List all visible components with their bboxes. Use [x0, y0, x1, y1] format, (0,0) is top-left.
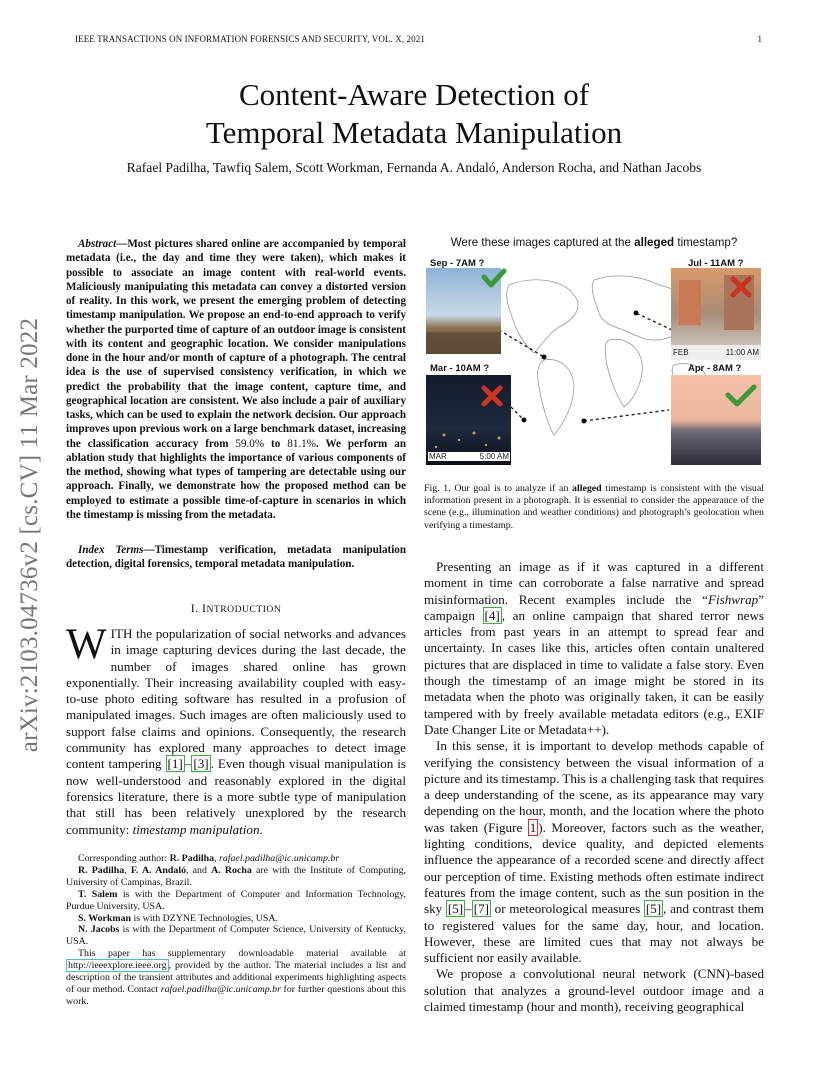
p1-a: Presenting an image as if it was captured in a different moment in time can corroborate a false narrative and spread misinformation. Recent examples include the “: [424, 559, 764, 607]
figure-caption: [424, 483, 764, 532]
fn-name: F. A. Andaló: [130, 864, 187, 876]
p2-c: or meteorological measures: [490, 901, 644, 917]
fn-text: is with DZYNE Technologies, USA.: [131, 912, 279, 924]
intro-end: .: [259, 821, 263, 837]
p1-b: ” campaign: [424, 591, 764, 623]
ref-link-5[interactable]: [5]: [447, 901, 464, 917]
p2-a: In this sense, it is important to develop methods capable of verifying the consistency between the visual information of a picture and its timestamp. This is a challenging task that requires a deep understanding of the scene, as its appearance may vary depending on the hour, month, and the location where the photo was taken (Figure: [424, 738, 764, 835]
photo-2-stamp: [673, 348, 759, 357]
figure-question-bold: alleged: [634, 236, 675, 249]
footnote-corresponding: [66, 853, 406, 865]
fn-email: rafael.padilha@ic.unicamp.br: [160, 983, 281, 995]
figure-question-a: Were these images captured at the: [450, 236, 635, 249]
section-heading: [66, 601, 406, 616]
fn-name: T. Salem: [78, 888, 118, 900]
title-line-1: Content-Aware Detection of: [238, 77, 590, 112]
ref-link-1[interactable]: [1]: [167, 756, 183, 772]
arxiv-stamp: arXiv:2103.04736v2 [cs.CV] 11 Mar 2022: [16, 317, 43, 753]
photo-label-4: Apr - 8AM ?: [688, 363, 742, 374]
fn-sep: ,: [124, 864, 131, 876]
fn-text: is with the Department of Computer Science, University of Kentucky, USA.: [66, 924, 406, 948]
photo-apr-8am: [671, 375, 761, 465]
ref-link-3[interactable]: [3]: [193, 756, 209, 772]
footnote-supplementary: [66, 948, 406, 1008]
fn-sep: , and: [186, 864, 212, 876]
stamp-month: MAR: [429, 452, 447, 461]
fn-name: S. Workman: [78, 912, 132, 924]
paragraph-3: We propose a convolutional neural network (CNN)-based solution that analyzes a ground-level outdoor image and a claimed timestamp (hour and month), receiving geographical: [424, 966, 764, 1015]
ieee-url-link[interactable]: http://ieeexplore.ieee.org: [68, 960, 167, 972]
footnote-dzyne: [66, 913, 406, 925]
fn-text: is with the Department of Computer and Information Technology, Purdue University, USA.: [66, 888, 406, 912]
figure-ref-link[interactable]: 1: [529, 819, 537, 835]
abstract: [66, 237, 406, 522]
index-terms: [66, 543, 406, 572]
fn-text: This paper has supplementary downloadable material available at: [78, 948, 406, 960]
photo-label-3: Mar - 10AM ?: [430, 363, 490, 374]
index-terms-label: Index Terms: [78, 544, 144, 556]
footnote-kentucky: [66, 924, 406, 948]
section-heading-rest: NTRODUCTION: [206, 604, 282, 615]
paragraph-2: [424, 738, 764, 966]
fn-name: R. Padilha: [169, 853, 215, 864]
paper-title: [0, 76, 828, 152]
ref-link-5b[interactable]: [5]: [645, 901, 662, 917]
footnotes: [66, 853, 406, 1008]
fn-name: N. Jacobs: [78, 924, 120, 936]
fn-email: rafael.padilha@ic.unicamp.br: [219, 853, 340, 864]
figure-question-b: timestamp?: [674, 236, 738, 249]
intro-emphasis: timestamp manipulation: [132, 821, 260, 837]
ref-link-4[interactable]: [4]: [484, 607, 500, 623]
caption-b: timestamp is consistent with the visual information present in a photograph. It is essential to consider the appearance of the scene (e.g., illumination and weather conditions) and photograph’s geolocation when verifying a timestamp.: [424, 483, 764, 531]
photo-3-stamp: [428, 452, 510, 461]
paragraph-1: [424, 559, 764, 738]
abstract-text-b: to: [264, 437, 288, 450]
fn-name: A. Rocha: [211, 864, 252, 876]
fn-text: , provided by the author. The material includes a list and description of the transient attributes and additional experiments highlighting aspects of our method. Contact: [66, 960, 406, 995]
fn-text: are with the Institute of Computing, University of Campinas, Brazil.: [66, 864, 407, 888]
ref-dash: –: [184, 756, 192, 772]
abstract-text-c: . We perform an ablation study that highlights the importance of various components of the method, showing what types of tampering are detectable using our approach. Finally, we demonstrate how the proposed method can be employed to estimate a possible time-of-capture in scenarios in which the timestamp is missing from the metadata.: [66, 437, 406, 521]
footnote-purdue: [66, 889, 406, 913]
fn-name: R. Padilha: [78, 864, 125, 876]
fn-sep: ,: [214, 853, 219, 864]
abstract-value-from: 59.0%: [235, 437, 265, 450]
footnote-unicamp: [66, 865, 406, 889]
p1-em: Fishwrap: [707, 591, 759, 607]
fn-text: Corresponding author:: [78, 853, 170, 864]
p1-c: , an online campaign that shared terror news articles from past years in an attempt to spread fear and uncertainty. In cases like this, articles often contain unaltered pictures that are displaced in time to validate a false story. Even though the timestamp of an image might be stored in its metadata when the photo was originally taken, it can be easily tampered with by freely available metadata editors (e.g., EXIF Date Changer Lite or Metadata++).: [424, 607, 765, 737]
ref-link-7[interactable]: [7]: [473, 901, 489, 917]
photo-label-2: Jul - 11AM ?: [688, 258, 744, 269]
fn-text: for further questions about this work.: [66, 983, 406, 1007]
caption-bold: alleged: [572, 483, 602, 494]
page-number: 1: [757, 34, 762, 44]
intro-paragraph: [66, 621, 406, 838]
intro-text-a: ITH the popularization of social networks and advances in image capturing devices during the last decade, the number of images shared online has grown exponentially. Their increasing availability coupled with easy-to-use photo editing software has resulted in a profusion of manipulated images. Such images are often maliciously used to support false claims and opinions. Consequently, the research community has explored many approaches to detect image content tampering: [66, 626, 406, 772]
abstract-label: Abstract: [78, 238, 117, 250]
stamp-time: 11:00 AM: [725, 348, 759, 357]
stamp-month: FEB: [673, 348, 689, 357]
p2-d: , and contrast them to registered values for the same day, hour, and location. However, these are limited cues that may not always be sufficient nor easily available.: [424, 901, 764, 966]
right-column-body: [424, 559, 764, 1015]
title-line-2: Temporal Metadata Manipulation: [205, 115, 623, 150]
stamp-time: 5:00 AM: [479, 452, 509, 461]
figure-1: [424, 235, 764, 470]
drop-cap: W: [66, 621, 107, 668]
section-heading-numeral: I. I: [190, 601, 207, 615]
journal-header: IEEE TRANSACTIONS ON INFORMATION FORENSICS AND SECURITY, VOL. X, 2021: [75, 34, 425, 44]
index-terms-text: —Timestamp verification, metadata manipulation detection, digital forensics, temporal metadata manipulation.: [66, 544, 406, 571]
intro-text-b: . Even though visual manipulation is now well-understood and reasonably explored in the digital forensics literature, there is a more subtle type of manipulation that still has been relatively unexplored by the research community:: [66, 756, 406, 837]
ref-dash: –: [465, 901, 472, 917]
caption-a: Fig. 1. Our goal is to analyze if an: [424, 483, 573, 494]
abstract-text-a: —Most pictures shared online are accompanied by temporal metadata (i.e., the day and time they were taken), which makes it possible to associate an image content with real-world events. Maliciously manipulating this metadata can convey a distorted version of reality. In this work, we present the emerging problem of detecting timestamp manipulation. We propose an end-to-end approach to verify whether the purported time of capture of an outdoor image is consistent with its content and geographic location. We consider manipulations done in the hour and/or month of capture of a photograph. The central idea is the use of supervised consistency verification, in which we predict the probability that the image content, capture time, and geographical location are consistent. We also include a pair of auxiliary tasks, which can be used to explain the network decision. Our approach improves upon previous work on a large benchmark dataset, increasing the classification accuracy from: [66, 238, 406, 450]
p2-b: ). Moreover, factors such as the weather, lighting conditions, device quality, and depicted elements influence the appearance of a recorded scene and directly affect our perception of time. Existing methods often estimate indirect features from the image content, such as the sun position in the sky: [424, 819, 764, 917]
author-list: Rafael Padilha, Tawfiq Salem, Scott Workman, Fernanda A. Andaló, Anderson Rocha, and Nathan Jacobs: [126, 160, 702, 175]
photo-label-1: Sep - 7AM ?: [430, 258, 485, 269]
abstract-value-to: 81.1%: [287, 437, 316, 450]
